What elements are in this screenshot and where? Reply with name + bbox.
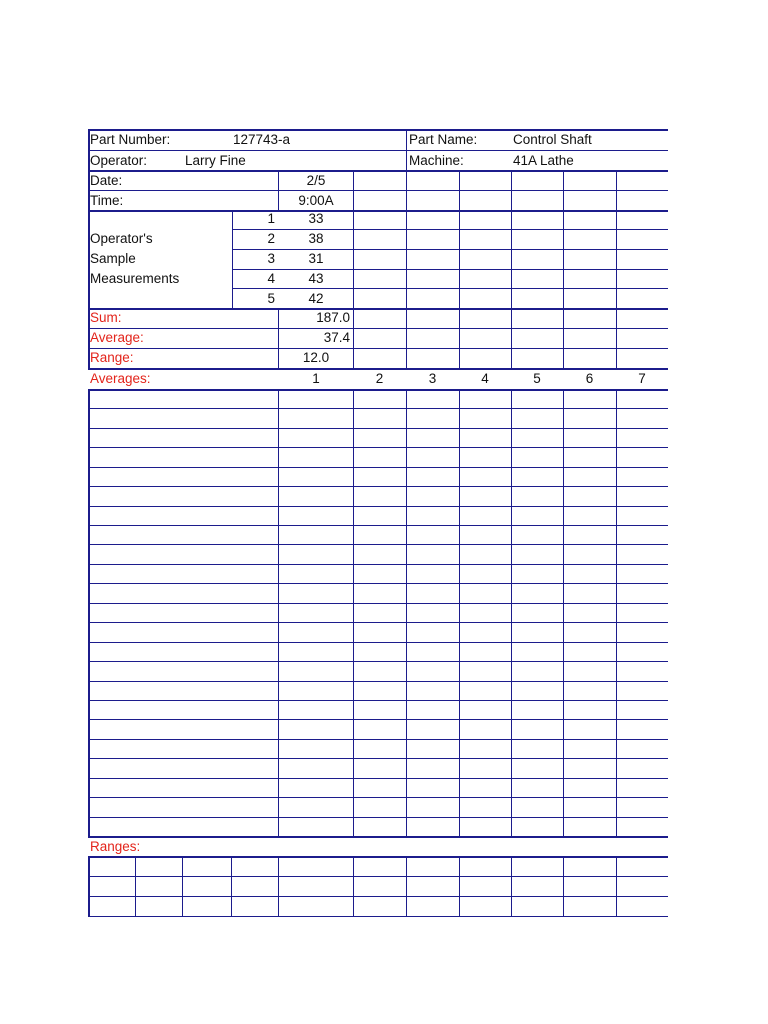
- operator-label: Operator:: [90, 153, 148, 168]
- grid-line: [88, 308, 668, 310]
- grid-line: [278, 389, 279, 837]
- grid-line: [459, 170, 460, 369]
- grid-line: [406, 129, 407, 171]
- grid-line: [88, 719, 668, 720]
- average-value: 37.4: [323, 330, 350, 345]
- grid-line: [88, 467, 668, 468]
- grid-line: [88, 525, 668, 526]
- grid-line: [511, 389, 512, 837]
- grid-line: [88, 486, 668, 487]
- grid-line: [88, 681, 668, 682]
- grid-line: [88, 603, 668, 604]
- grid-line: [88, 622, 668, 623]
- sum-value: 187.0: [316, 310, 350, 325]
- grid-line: [88, 661, 668, 662]
- grid-line: [88, 896, 668, 897]
- grid-line: [88, 836, 668, 838]
- sample-number: 3: [267, 251, 275, 266]
- range-value: 12.0: [302, 350, 330, 365]
- grid-line: [88, 506, 668, 507]
- samples-label-line-3: Measurements: [90, 271, 180, 286]
- grid-line: [88, 797, 668, 798]
- ranges-label: Ranges:: [90, 839, 141, 854]
- column-number: 1: [312, 371, 320, 386]
- measurement-cell[interactable]: 31: [308, 251, 324, 266]
- grid-line: [88, 642, 668, 643]
- grid-line: [88, 700, 668, 701]
- grid-line: [616, 389, 617, 837]
- grid-line: [459, 389, 460, 837]
- measurement-cell[interactable]: 42: [308, 291, 324, 306]
- grid-line: [88, 150, 668, 151]
- measurement-cell[interactable]: 33: [308, 211, 324, 226]
- measurement-cell[interactable]: 38: [308, 231, 324, 246]
- column-number: 4: [481, 371, 489, 386]
- grid-line: [511, 856, 512, 917]
- machine-label: Machine:: [409, 153, 464, 168]
- average-label: Average:: [90, 330, 144, 345]
- grid-line: [88, 170, 668, 172]
- grid-line: [88, 856, 668, 858]
- grid-line: [88, 447, 668, 448]
- part-name-value[interactable]: Control Shaft: [513, 132, 592, 147]
- column-number: 7: [638, 371, 646, 386]
- grid-line: [563, 170, 564, 369]
- averages-label: Averages:: [90, 371, 151, 386]
- grid-line: [353, 389, 354, 837]
- grid-line: [563, 389, 564, 837]
- column-number: 6: [585, 371, 594, 386]
- grid-line: [563, 856, 564, 917]
- grid-line: [88, 739, 668, 740]
- grid-line: [88, 856, 90, 917]
- sample-number: 2: [267, 231, 275, 246]
- sum-label: Sum:: [90, 310, 122, 325]
- grid-line: [406, 170, 407, 369]
- grid-line: [88, 348, 668, 349]
- part-number-label: Part Number:: [90, 132, 171, 147]
- sample-time[interactable]: 9:00A: [298, 193, 334, 208]
- column-number: 2: [375, 371, 384, 386]
- column-number: 5: [533, 371, 541, 386]
- part-name-label: Part Name:: [409, 132, 478, 147]
- grid-line: [511, 170, 512, 369]
- grid-line: [616, 856, 617, 917]
- samples-label-line-1: Operator's: [90, 231, 153, 246]
- grid-line: [88, 758, 668, 759]
- sample-number: 1: [267, 211, 275, 226]
- grid-line: [135, 856, 136, 917]
- date-label: Date:: [90, 173, 123, 188]
- measurement-cell[interactable]: 43: [308, 271, 324, 286]
- grid-line: [616, 170, 617, 369]
- grid-line: [406, 856, 407, 917]
- grid-line: [88, 583, 668, 584]
- grid-line: [88, 916, 668, 917]
- grid-line: [88, 328, 668, 329]
- sample-date[interactable]: 2/5: [306, 173, 326, 188]
- grid-line: [88, 389, 668, 391]
- grid-line: [88, 428, 668, 429]
- grid-line: [459, 856, 460, 917]
- grid-line: [406, 389, 407, 837]
- grid-line: [182, 856, 183, 917]
- sample-number: 5: [267, 291, 275, 306]
- grid-line: [88, 564, 668, 565]
- grid-line: [88, 408, 668, 409]
- time-label: Time:: [90, 193, 124, 208]
- grid-line: [88, 778, 668, 779]
- samples-label-line-2: Sample: [90, 251, 136, 266]
- grid-line: [353, 170, 354, 369]
- grid-line: [231, 856, 232, 917]
- grid-line: [88, 190, 668, 191]
- column-number: 3: [428, 371, 437, 386]
- sample-number: 4: [267, 271, 275, 286]
- machine-value[interactable]: 41A Lathe: [513, 153, 574, 168]
- grid-line: [88, 876, 668, 877]
- grid-line: [88, 389, 90, 837]
- grid-line: [278, 856, 279, 917]
- grid-line: [88, 544, 668, 545]
- part-number-value[interactable]: 127743-a: [233, 132, 291, 147]
- range-label: Range:: [90, 350, 134, 365]
- grid-line: [353, 856, 354, 917]
- operator-value[interactable]: Larry Fine: [185, 153, 246, 168]
- grid-line: [88, 817, 668, 818]
- grid-line: [88, 210, 668, 212]
